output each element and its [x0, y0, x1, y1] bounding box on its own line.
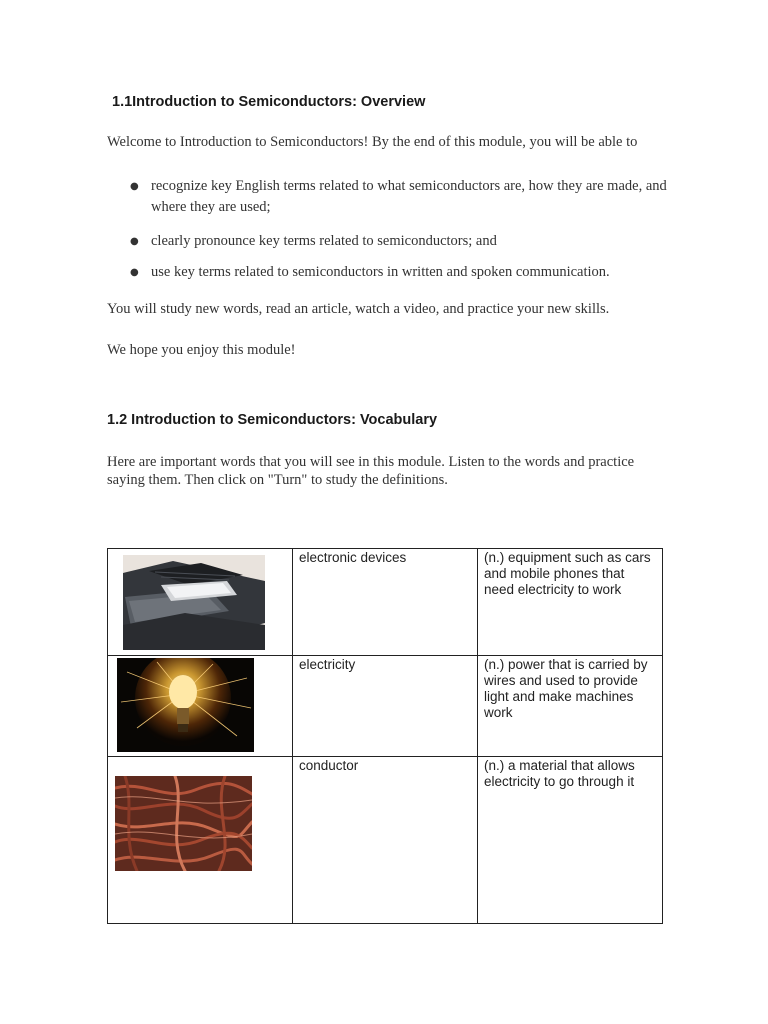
section-2-heading: 1.2 Introduction to Semiconductors: Vocabulary	[107, 412, 438, 428]
objective-text: recognize key English terms related to what semiconductors are, how they are made, and where they are used;	[151, 178, 667, 215]
image-cell	[108, 757, 293, 924]
objective-text: clearly pronounce key terms related to semiconductors; and	[151, 233, 497, 249]
bullet-icon: ●	[130, 236, 139, 247]
bullet-icon: ●	[130, 181, 139, 192]
laptop-tablet-phone-image	[123, 555, 265, 650]
definition-cell: (n.) equipment such as cars and mobile phones that need electricity to work	[478, 549, 663, 656]
definition-cell: (n.) a material that allows electricity to go through it	[478, 757, 663, 924]
lightbulb-sparks-image	[117, 658, 254, 752]
term-cell: conductor	[293, 757, 478, 924]
objective-item	[108, 176, 668, 218]
image-cell	[108, 656, 293, 757]
section-1-heading: 1.1Introduction to Semiconductors: Overview	[112, 94, 426, 110]
objective-item	[108, 262, 668, 283]
table-row	[108, 656, 663, 757]
section-2-intro: Here are important words that you will see in this module. Listen to the words and practice saying them. Then click on "Turn" to study the definitions.	[107, 454, 635, 488]
objectives-list	[108, 176, 668, 283]
study-paragraph: You will study new words, read an article, watch a video, and practice your new skills.	[107, 301, 610, 317]
definition-cell: (n.) power that is carried by wires and used to provide light and make machines work	[478, 656, 663, 757]
term-cell: electricity	[293, 656, 478, 757]
copper-wires-image	[115, 776, 252, 871]
objective-text: use key terms related to semiconductors in written and spoken communication.	[151, 264, 610, 280]
bullet-icon: ●	[130, 267, 139, 278]
table-row	[108, 549, 663, 656]
section-1-intro: Welcome to Introduction to Semiconductors! By the end of this module, you will be able to	[107, 134, 638, 150]
objective-item	[108, 231, 668, 252]
closing-paragraph: We hope you enjoy this module!	[107, 342, 296, 358]
image-cell	[108, 549, 293, 656]
table-row	[108, 757, 663, 924]
term-cell: electronic devices	[293, 549, 478, 656]
vocabulary-table	[107, 548, 663, 924]
